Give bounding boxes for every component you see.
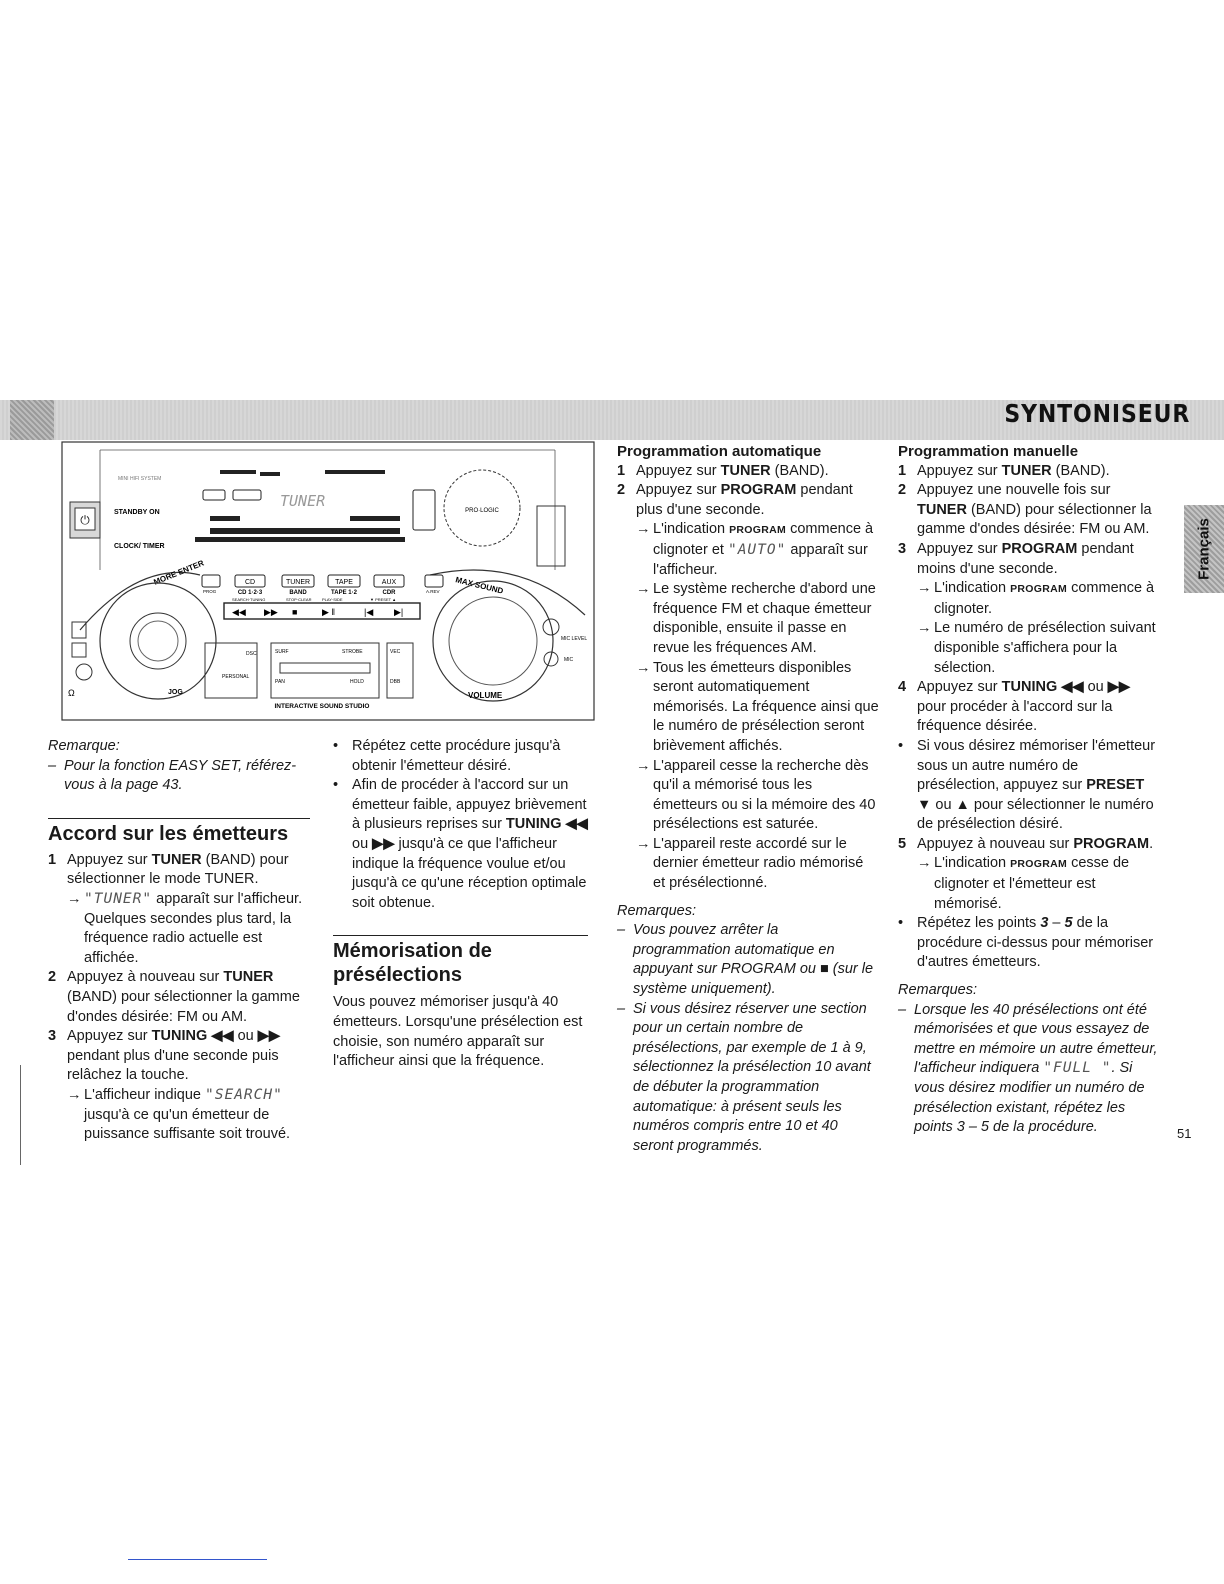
search-tuning-label: SEARCH·TUNING: [232, 597, 266, 602]
accord-heading: Accord sur les émetteurs: [48, 822, 289, 845]
manual-step-4: 4 Appuyez sur TUNING ◀◀ ou ▶▶ pour procéder à l'accord sur la fréquence désirée.: [898, 679, 1131, 735]
surf-label: SURF: [275, 649, 289, 655]
auto-programming-heading: Programmation automatique: [617, 443, 822, 460]
column-2: [333, 737, 588, 1072]
more-enter-label: MORE ENTER: [152, 558, 206, 587]
manual-step-2: 2 Appuyez une nouvelle fois sur TUNER (BAND) pour sélectionner la gamme d'ondes désirée: FM ou AM.: [898, 482, 1152, 538]
dbb-label: DBB: [390, 679, 401, 685]
mic-label: MIC: [564, 657, 574, 663]
studio-label: INTERACTIVE SOUND STUDIO: [274, 703, 370, 710]
manual-bullet-preset: • Si vous désirez mémoriser l'émetteur sous un autre numéro de présélection, appuyez sur PRESET ▼ ou ▲ pour sélectionner le numéro de présélection désiré.: [898, 737, 1156, 833]
stop-clear-label: STOP·CLEAR: [286, 597, 312, 602]
standby-label: STANDBY ON: [114, 509, 160, 516]
volume-label: VOLUME: [468, 691, 503, 700]
cd-sub-label: CD 1·2·3: [237, 590, 263, 596]
aux-label: AUX: [381, 579, 397, 586]
memorisation-rule: [333, 935, 588, 936]
device-illustration: [60, 440, 596, 722]
manual-step-3: 3 Appuyez sur PROGRAM pendant moins d'une seconde.: [898, 540, 1134, 577]
mic-level-label: MIC LEVEL: [561, 636, 588, 642]
auto-remark-1: – Vous pouvez arrêter la programmation automatique en appuyant sur PROGRAM ou ■ (sur le système uniquement).: [617, 922, 874, 998]
clock-timer-label: CLOCK/ TIMER: [114, 543, 165, 550]
auto-remarks-title: Remarques:: [617, 902, 696, 919]
manual-result-3: → L'indication PROGRAM cesse de clignoter et l'émetteur est mémorisé.: [917, 855, 1130, 912]
bullet-repeat: • Répétez cette procédure jusqu'à obtenir l'émetteur désiré.: [333, 738, 561, 774]
accord-rule: [48, 818, 310, 819]
auto-step-2: 2 Appuyez sur PROGRAM pendant plus d'une seconde.: [617, 482, 853, 518]
manual-step-1: 1 Appuyez sur TUNER (BAND).: [898, 462, 1110, 479]
auto-result-5: → L'appareil reste accordé sur le dernier émetteur radio mémorisé et présélectionné.: [636, 835, 864, 892]
prologic-label: PRO·LOGIC: [465, 508, 499, 514]
manual-remarks-title: Remarques:: [898, 982, 977, 999]
auto-result-1: → L'indication PROGRAM commence à clignoter et "AUTO" apparaît sur l'afficheur.: [636, 521, 874, 578]
memorisation-paragraph: Vous pouvez mémoriser jusqu'à 40 émetteurs. Lorsqu'une présélection est choisie, son numéro apparaît sur l'afficheur ainsi que la fréquence.: [333, 994, 583, 1070]
section-title: SYNTONISEUR: [1004, 399, 1190, 428]
tape-label: TAPE: [335, 579, 353, 586]
tuner-label: TUNER: [285, 579, 311, 586]
svg-text:▶▶: ▶▶: [264, 607, 278, 617]
band-label: BAND: [289, 590, 307, 596]
hold-label: HOLD: [350, 679, 364, 685]
tape-sub-label: TAPE 1·2: [331, 590, 357, 596]
auto-result-4: → L'appareil cesse la recherche dès qu'il a mémorisé tous les émetteurs ou si la mémoire des 40 présélections est saturée.: [636, 757, 876, 833]
header-band-marker: [10, 400, 54, 440]
auto-result-3: → Tous les émetteurs disponibles seront automatiquement mémorisés. La fréquence ainsi que le numéro de présélection seront brièvement affichés.: [636, 659, 879, 754]
step-2: 2 Appuyez à nouveau sur TUNER (BAND) pour sélectionner la gamme d'ondes désirée: FM ou AM.: [48, 969, 300, 1025]
page-number: 51: [1177, 1126, 1192, 1141]
manual-bullet-repeat: • Répétez les points 3 – 5 de la procédure ci-dessus pour mémoriser d'autres émetteurs.: [898, 915, 1154, 971]
preset-label: ▼ PRESET ▲: [370, 597, 397, 602]
jog-label: JOG: [168, 689, 183, 696]
manual-step-5: 5 Appuyez à nouveau sur PROGRAM.: [898, 835, 1154, 852]
memorisation-heading: Mémorisation de présélections: [333, 940, 492, 987]
step-3: 3 Appuyez sur TUNING ◀◀ ou ▶▶ pendant plus d'une seconde puis relâchez la touche.: [48, 1028, 281, 1084]
margin-line: [20, 1065, 21, 1165]
strobe-label: STROBE: [342, 649, 363, 655]
svg-text:Ω: Ω: [68, 688, 75, 698]
auto-result-2: → Le système recherche d'abord une fréquence FM et chaque émetteur disponible, ensuite il passe en revue les fréquences AM.: [636, 581, 876, 656]
auto-step-1: 1 Appuyez sur TUNER (BAND).: [617, 462, 829, 479]
manual-programming-heading: Programmation manuelle: [898, 443, 1079, 460]
column-4: [898, 442, 1160, 1138]
manual-remark-1: – Lorsque les 40 présélections ont été mémorisées et que vous essayez de mettre en mémoire un autre émetteur, l'afficheur indiquera "FULL ". Si vous désirez modifier un numéro de présélection existant, répétez les points 3 – 5 de la procédure.: [898, 1001, 1158, 1136]
column-3: [617, 442, 879, 1156]
svg-text:◀◀: ◀◀: [232, 607, 246, 617]
pan-label: PAN: [275, 679, 285, 685]
play-side-label: PLAY·SIDE: [322, 597, 343, 602]
vec-label: VEC: [390, 649, 401, 655]
svg-text:|◀: |◀: [364, 607, 374, 617]
personal-label: PERSONAL: [222, 674, 250, 680]
footer-line: [128, 1559, 267, 1560]
dsc-label: DSC: [246, 651, 257, 657]
arev-label: A.REV: [426, 589, 440, 594]
svg-text:▶|: ▶|: [394, 607, 404, 617]
manual-result-2: → Le numéro de présélection suivant disponible s'affichera pour la sélection.: [917, 620, 1156, 676]
remark-title: Remarque:: [48, 738, 120, 754]
column-1: [48, 737, 310, 1145]
step-1: 1 Appuyez sur TUNER (BAND) pour sélectionner le mode TUNER.: [48, 851, 289, 888]
language-tab-label: Français: [1195, 518, 1213, 580]
cdr-label: CDR: [382, 590, 396, 596]
max-sound-label: MAX SOUND: [454, 575, 505, 596]
svg-text:▶ ‖: ▶ ‖: [322, 607, 336, 617]
language-tab: [1184, 505, 1224, 593]
brand-text: MINI HIFI SYSTEM: [118, 476, 162, 482]
svg-text:⏻: ⏻: [80, 513, 90, 527]
svg-text:■: ■: [292, 607, 298, 617]
manual-result-1: → L'indication PROGRAM commence à clignoter.: [917, 580, 1155, 617]
step-3-result: → L'afficheur indique "SEARCH" jusqu'à ce qu'un émetteur de puissance suffisante soit trouvé.: [67, 1086, 291, 1143]
display-text: TUNER: [280, 492, 326, 510]
step-1-result: → "TUNER" apparaît sur l'afficheur. Quelques secondes plus tard, la fréquence radio actuelle est affichée.: [67, 890, 303, 966]
cd-label: CD: [244, 579, 256, 586]
auto-remark-2: – Si vous désirez réserver une section pour un certain nombre de présélections, par exemple de 1 à 9, sélectionnez la présélection 10 avant de débuter la programmation automatique: à présent seuls les numéros compris entre 10 et 40 seront programmés.: [617, 1000, 871, 1154]
remark-item: – Pour la fonction EASY SET, référez-vous à la page 43.: [48, 757, 297, 794]
bullet-weak-station: • Afin de procéder à l'accord sur un émetteur faible, appuyez brièvement à plusieurs reprises sur TUNING ◀◀ ou ▶▶ jusqu'à ce que l'afficheur indique la fréquence voulue et/ou jusqu'à ce qu'une réception optimale soit obtenue.: [333, 777, 588, 911]
prog-label: PROG: [203, 589, 217, 594]
